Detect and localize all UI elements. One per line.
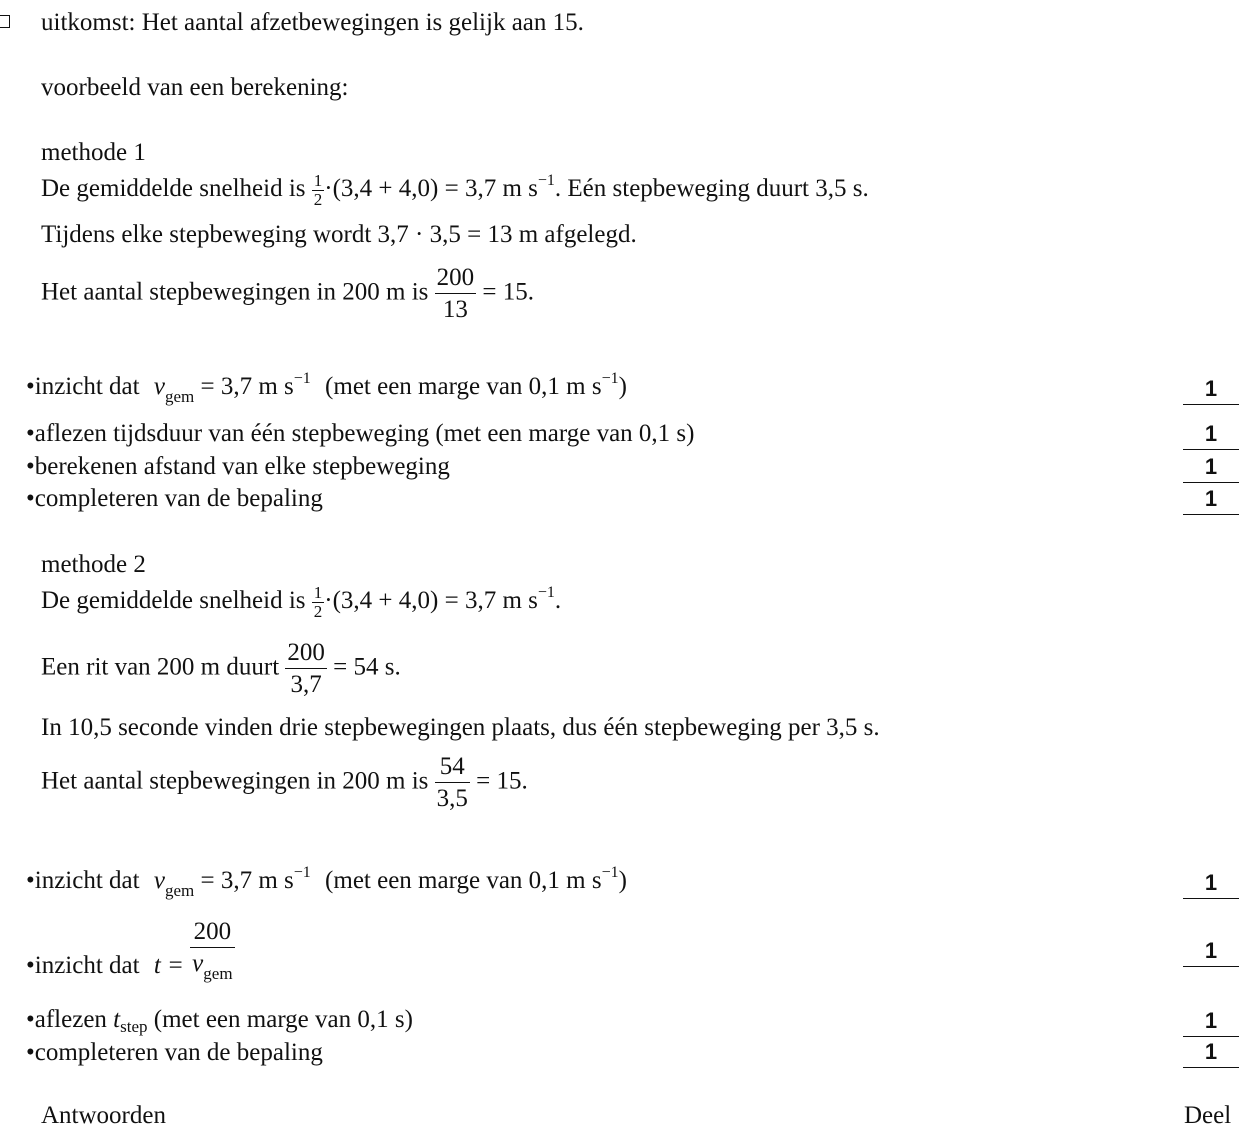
points-1-4: 1 [1183, 488, 1239, 515]
checkbox-icon [0, 15, 10, 28]
criterion-1-1: •inzicht dat $v_{gem} = 3,7$ m $s^{-1}$ (met een marge van 0,1 m $s^{-1}$) [26, 370, 627, 406]
method-2-title: methode 2 [41, 551, 146, 578]
fraction-half: $\frac{1}{2}$ [313, 171, 323, 209]
method-2-line-4: Het aantal stepbewegingen in 200 m is $\frac{54}{3,5}$ = 15. [41, 751, 528, 815]
method-1-line-3: Het aantal stepbewegingen in 200 m is $\frac{200}{13}$ = 15. [41, 262, 534, 326]
criterion-2-3: •aflezen $t_{step}$ (met een marge van 0,1 s) [26, 1006, 413, 1036]
fraction-54-3-5: $\frac{54}{3,5}$ [436, 753, 468, 813]
method-2-line-2: Een rit van 200 m duurt $\frac{200}{3,7}$ = 54 s. [41, 637, 401, 701]
points-2-3: 1 [1183, 1010, 1239, 1037]
method-2-line-3: In 10,5 seconde vinden drie stepbewegingen plaats, dus één stepbeweging per 3,5 s. [41, 714, 880, 741]
points-1-3: 1 [1183, 456, 1239, 483]
fraction-200-vgem: $\frac{200}{v_{gem}}$ [192, 918, 233, 984]
method-1-title: methode 1 [41, 139, 146, 166]
points-1-2: 1 [1183, 423, 1239, 450]
outcome-line: uitkomst: Het aantal afzetbewegingen is gelijk aan 15. [41, 9, 584, 36]
fraction-200-13: $\frac{200}{13}$ [436, 264, 475, 324]
criterion-2-2: •inzicht dat t = $\frac{200}{v_{gem}}$ [26, 918, 233, 984]
criterion-1-4: •completeren van de bepaling [26, 485, 323, 512]
points-1-1: 1 [1183, 378, 1239, 405]
points-2-1: 1 [1183, 872, 1239, 899]
footer-right: Deel [1184, 1102, 1232, 1129]
criterion-2-4: •completeren van de bepaling [26, 1039, 323, 1066]
criterion-1-3: •berekenen afstand van elke stepbeweging [26, 453, 450, 480]
criterion-1-2: •aflezen tijdsduur van één stepbeweging (met een marge van 0,1 s) [26, 420, 695, 447]
points-2-2: 1 [1183, 940, 1239, 967]
method-1-line-1: De gemiddelde snelheid is $\frac{1}{2}$ ·(3,4 + 4,0) = 3,7 m $s^{-1}$. Eén stepbeweging duurt 3,5 s. [41, 171, 869, 209]
criterion-2-1: •inzicht dat $v_{gem} = 3,7$ m $s^{-1}$ (met een marge van 0,1 m $s^{-1}$) [26, 864, 627, 900]
method-1-line-2: Tijdens elke stepbeweging wordt 3,7 · 3,5 = 13 m afgelegd. [41, 221, 637, 248]
footer-left: Antwoorden [41, 1102, 166, 1129]
example-intro: voorbeeld van een berekening: [41, 74, 349, 101]
points-2-4: 1 [1183, 1041, 1239, 1068]
method-2-line-1: De gemiddelde snelheid is $\frac{1}{2}$ ·(3,4 + 4,0) = 3,7 m $s^{-1}$. [41, 583, 562, 621]
fraction-200-3-7: $\frac{200}{3,7}$ [287, 639, 325, 699]
fraction-half: $\frac{1}{2}$ [313, 583, 323, 621]
